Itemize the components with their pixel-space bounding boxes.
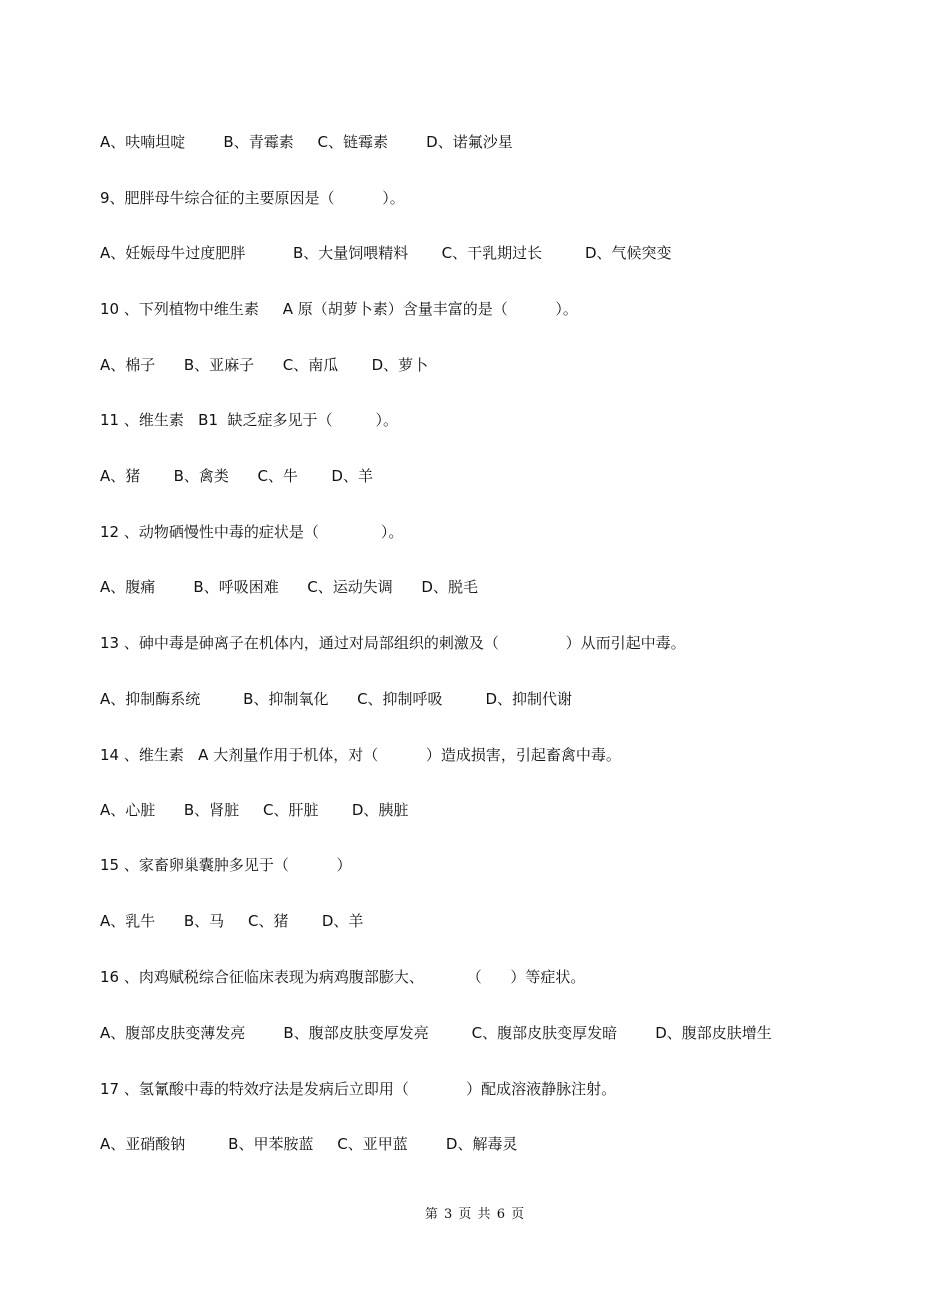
question-12: 12 、动物硒慢性中毒的症状是（ ）。 xyxy=(100,523,404,541)
question-9: 9、肥胖母牛综合征的主要原因是（ ）。 xyxy=(100,189,405,207)
answer-options-13: A、抑制酶系统 B、抑制氧化 C、抑制呼吸 D、抑制代谢 xyxy=(100,690,573,708)
answer-options-16: A、腹部皮肤变薄发亮 B、腹部皮肤变厚发亮 C、腹部皮肤变厚发暗 D、腹部皮肤增生 xyxy=(100,1024,772,1042)
answer-options-line: A、呋喃坦啶 B、青霉素 C、链霉素 D、诺氟沙星 xyxy=(100,133,513,151)
answer-options-9: A、妊娠母牛过度肥胖 B、大量饲喂精料 C、干乳期过长 D、气候突变 xyxy=(100,244,672,262)
answer-options-17: A、亚硝酸钠 B、甲苯胺蓝 C、亚甲蓝 D、解毒灵 xyxy=(100,1135,518,1153)
question-11: 11 、维生素 B1 缺乏症多见于（ ）。 xyxy=(100,411,398,429)
answer-options-10: A、棉子 B、亚麻子 C、南瓜 D、萝卜 xyxy=(100,356,429,374)
page-number-footer: 第 3 页 共 6 页 xyxy=(424,1207,526,1222)
answer-options-11: A、猪 B、禽类 C、牛 D、羊 xyxy=(100,467,373,485)
question-13: 13 、砷中毒是砷离子在机体内，通过对局部组织的刺激及（ ）从而引起中毒。 xyxy=(100,634,686,652)
answer-options-15: A、乳牛 B、马 C、猪 D、羊 xyxy=(100,912,364,930)
answer-options-12: A、腹痛 B、呼吸困难 C、运动失调 D、脱毛 xyxy=(100,578,478,596)
answer-options-14: A、心脏 B、肾脏 C、肝脏 D、胰脏 xyxy=(100,801,409,819)
question-16: 16 、肉鸡赋税综合征临床表现为病鸡腹部膨大、 （ ）等症状。 xyxy=(100,968,586,986)
question-15: 15 、家畜卵巢囊肿多见于（ ） xyxy=(100,856,352,874)
question-14: 14 、维生素 A 大剂量作用于机体，对（ ）造成损害，引起畜禽中毒。 xyxy=(100,746,621,764)
question-10: 10 、下列植物中维生素 A 原（胡萝卜素）含量丰富的是（ ）。 xyxy=(100,300,578,318)
question-17: 17 、氢氰酸中毒的特效疗法是发病后立即用（ ）配成溶液静脉注射。 xyxy=(100,1080,617,1098)
